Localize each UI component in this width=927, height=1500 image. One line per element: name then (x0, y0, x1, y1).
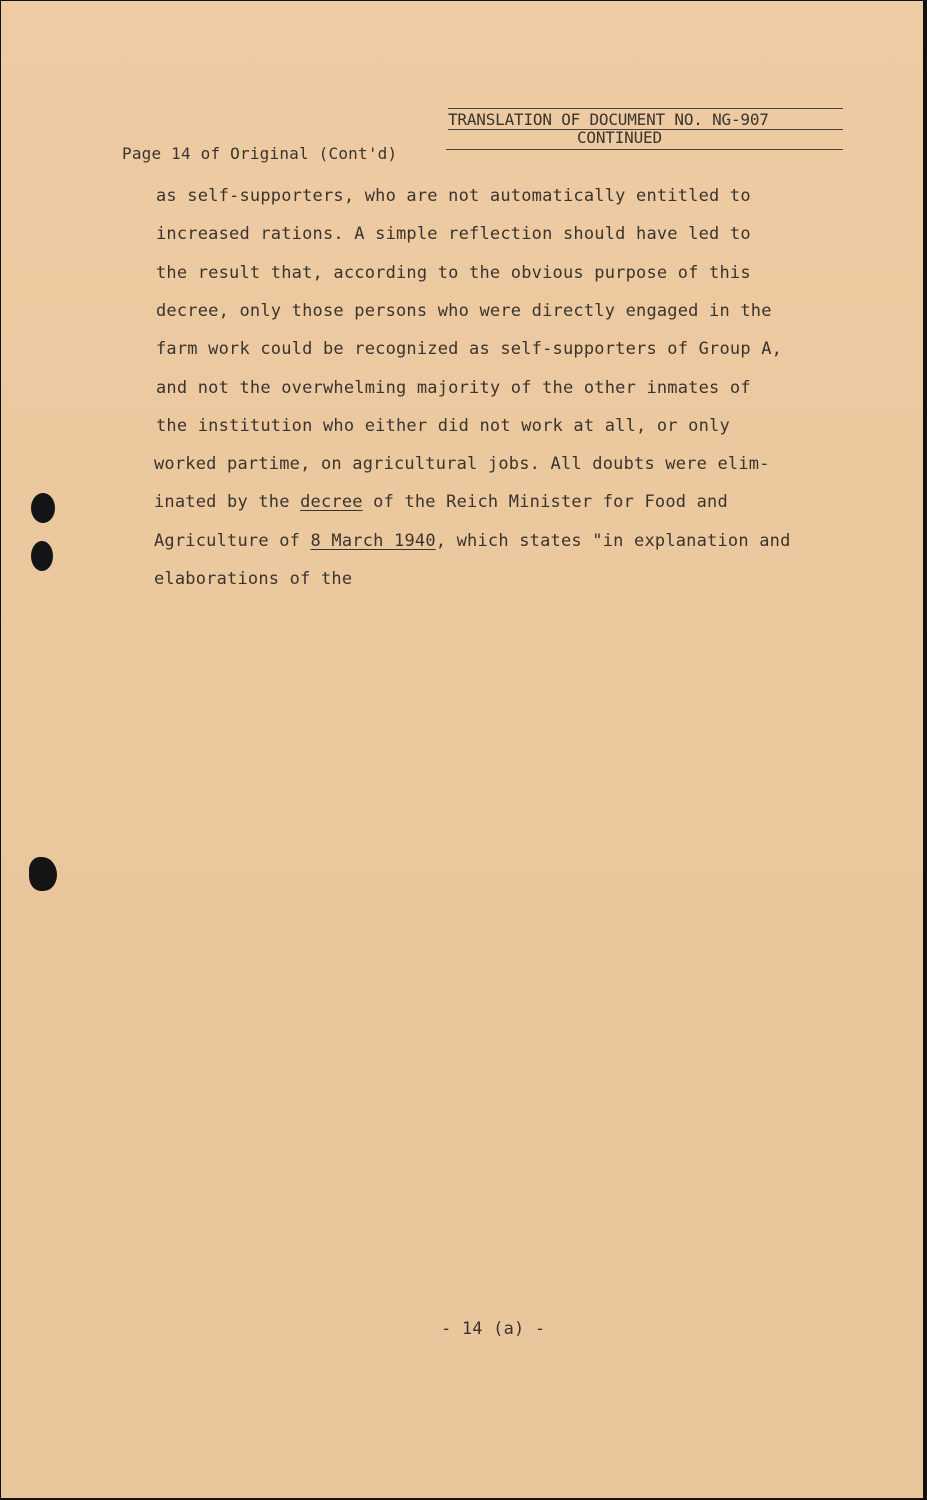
page-number: - 14 (a) - (441, 1319, 546, 1339)
body-line (154, 569, 352, 589)
body-line (156, 378, 751, 398)
body-line (156, 301, 772, 321)
body-line (154, 531, 791, 551)
punch-hole-mark (29, 857, 57, 891)
document-subtitle: CONTINUED (577, 128, 662, 147)
punch-hole-mark (31, 493, 55, 523)
line-text: Agriculture of (154, 530, 311, 551)
punch-hole-mark (31, 541, 53, 571)
line-text: the result that, according to the obvious purpose of this (156, 262, 751, 283)
body-line (154, 454, 770, 474)
body-line (156, 224, 751, 244)
line-text: increased rations. A simple reflection should have led to (156, 224, 751, 245)
line-text: decree, only those persons who were directly engaged in the (156, 300, 772, 321)
document-page (1, 1, 923, 1498)
body-line (154, 492, 728, 512)
line-text: worked partime, on agricultural jobs. All doubts were elim- (154, 454, 770, 475)
line-text: farm work could be recognized as self-supporters of Group A, (156, 339, 783, 360)
line-text: inated by the (154, 492, 301, 513)
body-line (156, 263, 751, 283)
body-line (156, 186, 751, 206)
line-text: of the Reich Minister for Food and (362, 492, 728, 513)
line-text: and not the overwhelming majority of the other inmates of (156, 377, 751, 398)
line-text: elaborations of the (154, 569, 353, 589)
underlined-text: decree (300, 492, 363, 513)
body-line (156, 416, 730, 436)
header-rule (446, 149, 843, 150)
body-line (156, 339, 782, 359)
page-reference: Page 14 of Original (Cont'd) (122, 144, 398, 163)
underlined-text: 8 March 1940 (310, 530, 436, 551)
line-text: the institution who either did not work at all, or only (156, 415, 730, 436)
document-title: TRANSLATION OF DOCUMENT NO. NG-907 (448, 108, 843, 130)
line-text: , which states "in explanation and (435, 530, 791, 551)
line-text: as self-supporters, who are not automatically entitled to (156, 186, 751, 206)
